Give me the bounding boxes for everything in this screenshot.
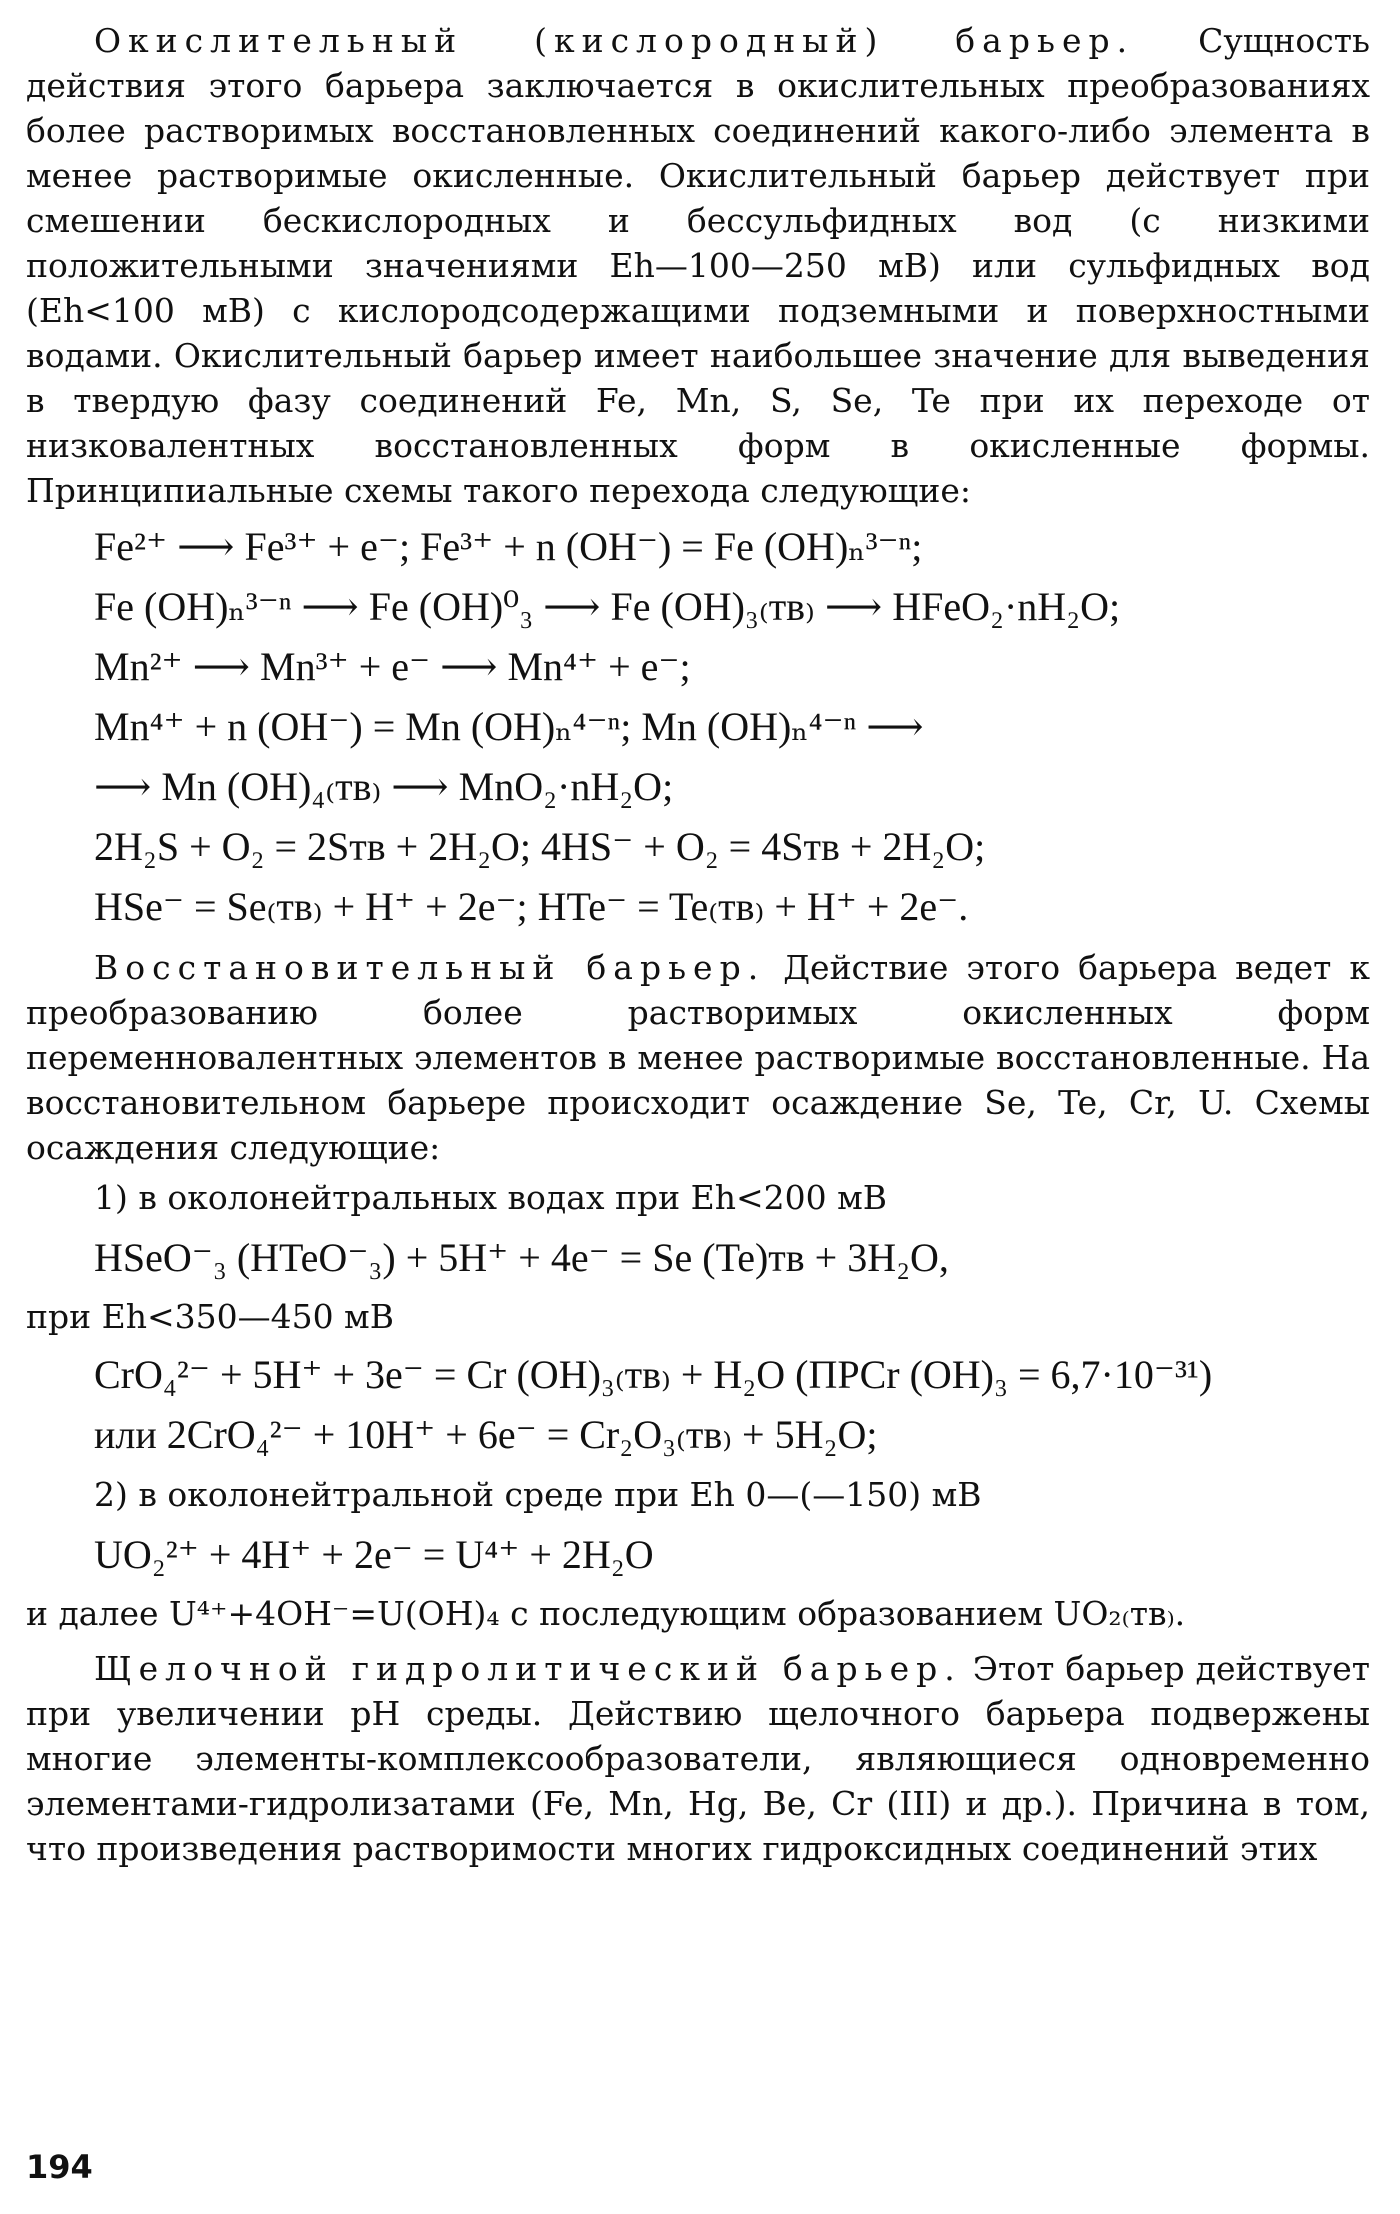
list-item-1: 1) в околонейтральных водах при Eh<200 мВ (94, 1178, 888, 1217)
formula-line: Fe²⁺ ⟶ Fe³⁺ + e⁻; Fe³⁺ + n (OH⁻) = Fe (OH)ₙ³⁻ⁿ; (94, 524, 923, 569)
formula-line: CrO₄²⁻ + 5H⁺ + 3e⁻ = Cr (OH)₃₍тв₎ + H₂O (ПРCr (OH)₃ = 6,7·10⁻³¹) (94, 1352, 1213, 1397)
formula-selenium (26, 1228, 1370, 1288)
term-reduction-barrier: Восстановительный барьер. (94, 948, 766, 987)
formula-line: Mn⁴⁺ + n (OH⁻) = Mn (OH)ₙ⁴⁻ⁿ; Mn (OH)ₙ⁴⁻ⁿ ⟶ (94, 704, 924, 749)
formula-line: HSe⁻ = Se₍тв₎ + H⁺ + 2e⁻; HTe⁻ = Te₍тв₎ + H⁺ + 2e⁻. (94, 884, 969, 929)
reduction-barrier-text: Действие этого барьера ведет к преобразованию более растворимых окисленных форм переменновалентных элементов в менее растворимые восстановленные. На восстановительном барьере происходит осаждение Se, Te, Cr, U. Схемы осаждения следующие: (26, 948, 1370, 1167)
paragraph-oxidation-barrier (26, 18, 1370, 513)
uranium-continuation-text: и далее U⁴⁺+4OH⁻=U(OH)₄ с последующим образованием UO₂₍тв₎. (26, 1594, 1186, 1633)
formula-line: HSeO⁻₃ (HTeO⁻₃) + 5H⁺ + 4e⁻ = Se (Te)тв + 3H₂O, (94, 1235, 949, 1280)
formula-line: Fe (OH)ₙ³⁻ⁿ ⟶ Fe (OH)⁰₃ ⟶ Fe (OH)₃₍тв₎ ⟶ HFeO₂·nH₂O; (94, 584, 1121, 629)
paragraph-reduction-barrier (26, 945, 1370, 1170)
oxidation-formulas (26, 517, 1370, 937)
spacer (26, 1636, 1370, 1646)
formula-line: 2H₂S + O₂ = 2Sтв + 2H₂O; 4HS⁻ + O₂ = 4Sтв + 2H₂O; (94, 824, 986, 869)
list-item-2: 2) в околонейтральной среде при Eh 0—(—150) мВ (94, 1475, 982, 1514)
formula-line: UO₂²⁺ + 4H⁺ + 2e⁻ = U⁴⁺ + 2H₂O (94, 1532, 654, 1577)
term-alkaline-barrier: Щелочной гидролитический барьер. (94, 1649, 962, 1688)
formula-uranium (26, 1525, 1370, 1585)
oxidation-barrier-text: Сущность действия этого барьера заключается в окислительных преобразованиях более растворимых восстановленных соединений какого-либо элемента в менее растворимые окисленные. Окислительный барьер действует при смешении бескислородных и бессульфидных вод (с низкими положительными значениями Eh—100—250 мВ) или сульфидных вод (Eh<100 мВ) с кислородсодержащими подземными и поверхностными водами. Окислительный барьер имеет наибольшее значение для выведения в твердую фазу соединений Fe, Mn, S, Se, Te при их переходе от низковалентных восстановленных форм в окисленные формы. Принципиальные схемы такого перехода следующие: (26, 21, 1370, 510)
formula-line: или 2CrO₄²⁻ + 10H⁺ + 6e⁻ = Cr₂O₃₍тв₎ + 5H₂O; (94, 1412, 878, 1457)
eh-condition-text: при Eh<350—450 мВ (26, 1297, 394, 1336)
formula-line: ⟶ Mn (OH)₄₍тв₎ ⟶ MnO₂·nH₂O; (94, 764, 674, 809)
alkaline-barrier-text: Этот барьер действует при увеличении pH среды. Действию щелочного барьера подвержены многие элементы-комплексообразователи, являющиеся одновременно элементами-гидролизатами (Fe, Mn, Hg, Be, Cr (III) и др.). Причина в том, что произведения растворимости многих гидроксидных соединений этих (26, 1649, 1370, 1868)
paragraph-alkaline-barrier (26, 1646, 1370, 1871)
term-oxidation-barrier: Окислительный (кислородный) барьер. (94, 21, 1135, 60)
page-number: 194 (26, 2148, 93, 2186)
formula-line: Mn²⁺ ⟶ Mn³⁺ + e⁻ ⟶ Mn⁴⁺ + e⁻; (94, 644, 691, 689)
formula-chromium (26, 1345, 1370, 1465)
